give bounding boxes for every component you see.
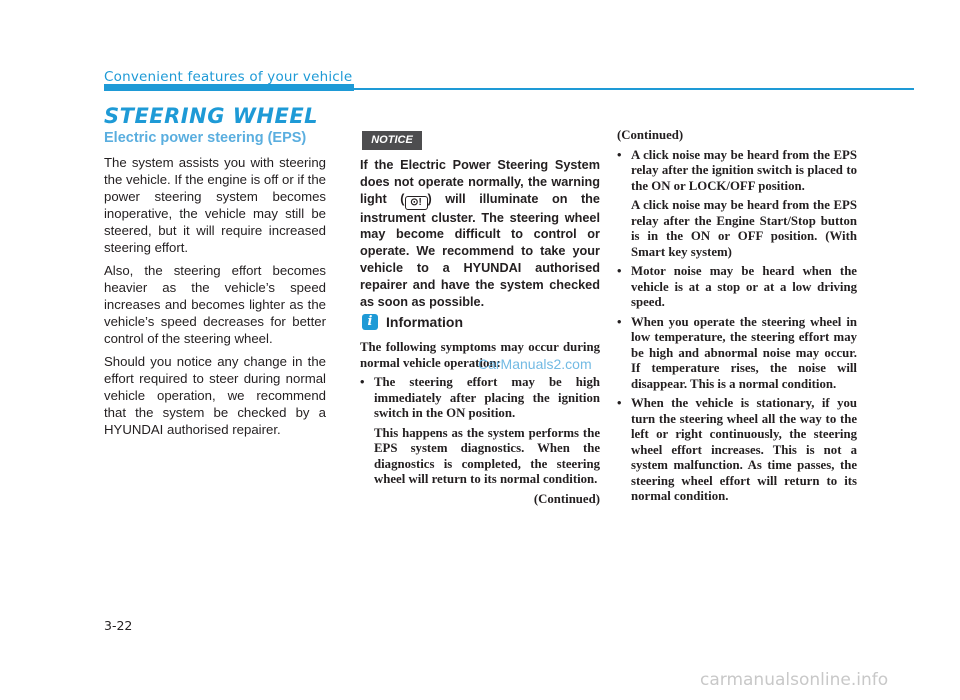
notice-badge: NOTICE (362, 131, 422, 150)
bullet-dot: • (617, 396, 622, 410)
notice-text-part: ) will illuminate on the instrument cluster. The steering wheel may become difficult to control or operate. We recommend to take your vehicle to a HYUNDAI authorised repairer and have the system checked as soon as possible. (360, 191, 600, 309)
list-item-continuation: This happens as the system performs the EPS system diagnostics. When the diagnostics is completed, the steering wheel will return to its normal condition. (374, 425, 600, 486)
bullet-dot: • (617, 264, 622, 278)
section-label: Convenient features of your vehicle (104, 69, 353, 85)
eps-paragraph: Should you notice any change in the effort required to steer during normal vehicle operation, we recommend that the system be checked by a HYUNDAI authorised repairer. (104, 354, 326, 437)
footer-watermark: carmanualsonline.info (700, 670, 889, 690)
eps-warning-light-icon: ⊙! (405, 196, 428, 210)
info-icon: i (362, 314, 378, 330)
list-item (617, 396, 857, 505)
page-number: 3-22 (104, 618, 133, 633)
continued-label: (Continued) (533, 491, 600, 506)
notice-text-part: If the Electric Power Steering System does not operate normally, the warning light ( (360, 158, 600, 206)
list-item-text: A click noise may be heard from the EPS relay after the ignition switch is placed to the ON or LOCK/OFF position. (631, 147, 857, 193)
list-item-text: When you operate the steering wheel in low temperature, the steering effort may be high and abnormal noise may occur. If temperature rises, the noise will disappear. This is a normal condition. (631, 314, 857, 391)
eps-paragraph: Also, the steering effort becomes heavier as the vehicle’s speed increases and becomes lighter as the vehicle’s speed decreases for better control of the steering wheel. (104, 263, 326, 346)
list-item-text: Motor noise may be heard when the vehicle is at a stop or at a low driving speed. (631, 264, 857, 309)
list-item (617, 315, 857, 393)
eps-subheading: Electric power steering (EPS) (104, 130, 307, 146)
bullet-dot: • (360, 375, 365, 389)
information-label: Information (386, 314, 463, 330)
list-item-text: The steering effort may be high immediately after placing the ignition switch in the ON position. (374, 375, 600, 420)
eps-description (104, 154, 326, 444)
information-intro: The following symptoms may occur during normal vehicle operation: (360, 340, 600, 370)
list-item (360, 375, 600, 422)
continued-label: (Continued) (617, 128, 684, 142)
watermark-text: CarManuals2.com (478, 356, 592, 372)
page-title: STEERING WHEEL (104, 104, 319, 128)
bullet-dot: • (617, 147, 622, 162)
list-item (617, 264, 857, 311)
eps-paragraph: The system assists you with steering the vehicle. If the engine is off or if the power steering system becomes inoperative, the vehicle may still be steered, but it will require increased steering effort. (104, 155, 326, 255)
notice-text (360, 157, 600, 310)
list-item (617, 148, 857, 195)
bullet-dot: • (617, 314, 622, 329)
list-item-text: When the vehicle is stationary, if you turn the steering wheel all the way to the left or right continuously, the steering wheel effort increases. This is not a system malfunction. As time passes, the steering wheel effort will return to its normal condition. (631, 396, 857, 503)
header-tab (104, 84, 354, 91)
continued-column (617, 128, 857, 509)
list-item-continuation: A click noise may be heard from the EPS relay after the Engine Start/Stop button is in the ON or OFF position. (With Smart key system) (631, 198, 857, 259)
